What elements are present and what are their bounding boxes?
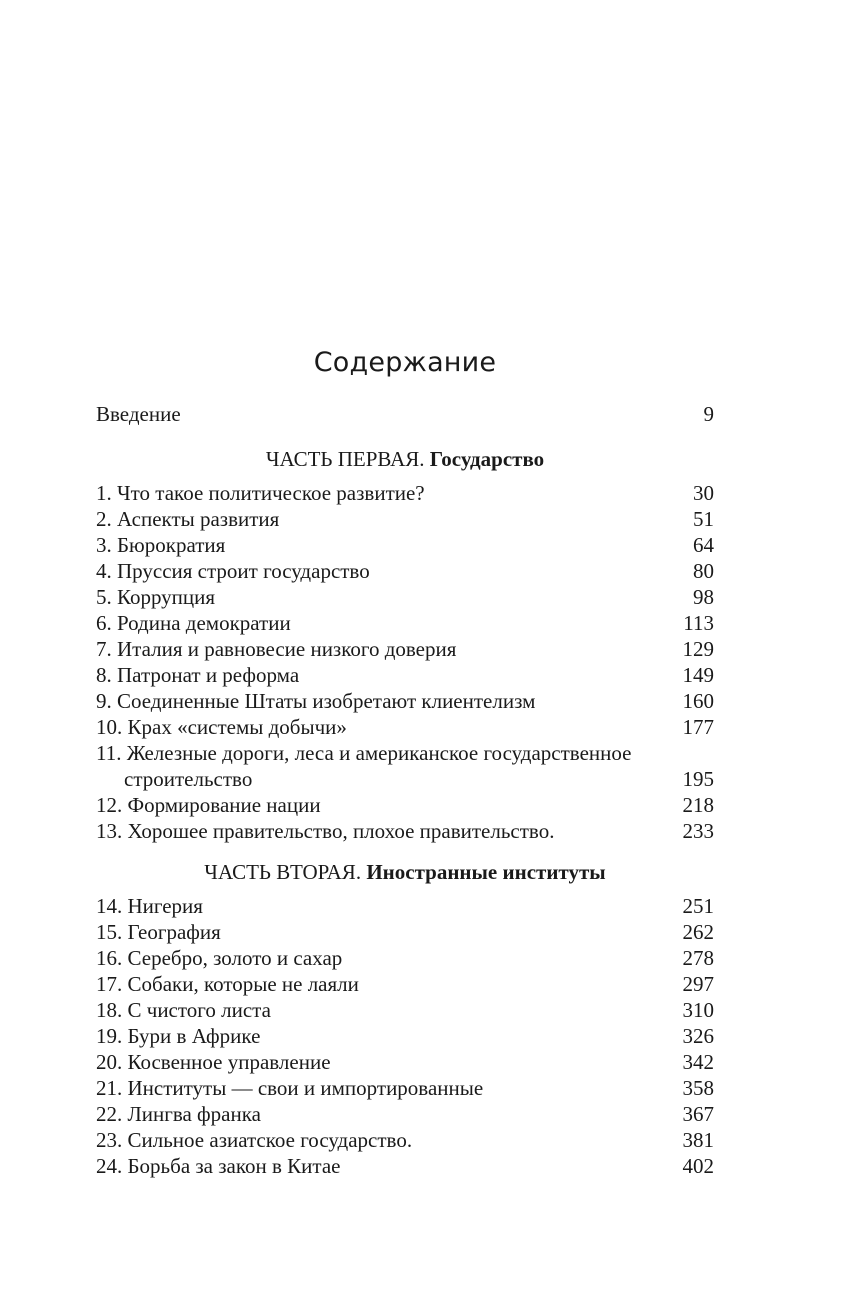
toc-entry-number: 23.	[96, 1128, 123, 1152]
toc-entry-page: 218	[682, 793, 714, 817]
toc-entry-label: Сильное азиатское государство.	[127, 1128, 413, 1152]
toc-entry	[96, 662, 714, 688]
toc-entry	[96, 1023, 714, 1049]
toc-entry-continuation	[96, 766, 714, 792]
toc-entry	[96, 584, 714, 610]
toc-entry-label: Железные дороги, леса и американское государственное	[126, 741, 632, 765]
toc-entry	[96, 506, 714, 532]
toc-entry	[96, 1049, 714, 1075]
toc-entry	[96, 1127, 714, 1153]
toc-entry	[96, 945, 714, 971]
toc-entry-label: Коррупция	[117, 585, 216, 609]
toc-entry-number: 5.	[96, 585, 112, 609]
toc-intro	[96, 401, 714, 427]
toc-entry-page: 402	[682, 1154, 714, 1178]
toc-entry-page: 113	[683, 611, 714, 635]
page-title: Содержание	[313, 347, 497, 378]
part-name: Государство	[429, 447, 545, 471]
toc-entry-page: 195	[682, 767, 714, 791]
toc-entry-number: 8.	[96, 663, 112, 687]
toc-entry-label: Введение	[96, 402, 181, 426]
toc-entry-number: 22.	[96, 1102, 123, 1126]
part-name: Иностранные институты	[366, 860, 606, 884]
toc-entry-label: Пруссия строит государство	[117, 559, 370, 583]
toc-entry-page: 381	[682, 1128, 714, 1152]
toc-entry-page: 233	[682, 819, 714, 843]
toc-entry-number: 15.	[96, 920, 123, 944]
toc-entry-page: 177	[682, 715, 714, 739]
toc-entry-intro	[96, 401, 714, 427]
toc-part-2	[96, 858, 714, 1179]
toc-entry-number: 9.	[96, 689, 112, 713]
toc-entry	[96, 1101, 714, 1127]
part-heading	[96, 858, 714, 886]
toc-entry-page: 358	[682, 1076, 714, 1100]
toc-entry	[96, 688, 714, 714]
toc-entry	[96, 792, 714, 818]
toc-entry-first-line	[96, 740, 714, 766]
toc-entry	[96, 1075, 714, 1101]
toc-entry-label: География	[127, 920, 221, 944]
toc-entry-page: 251	[682, 894, 714, 918]
toc-entry-page: 149	[682, 663, 714, 687]
toc-entry-page: 98	[693, 585, 714, 609]
toc-entry-page: 278	[682, 946, 714, 970]
toc-entry-label: Соединенные Штаты изобретают клиентелизм	[117, 689, 536, 713]
toc-entry-page: 129	[682, 637, 714, 661]
toc-entry-label: Институты — свои и импортированные	[127, 1076, 484, 1100]
toc-entry-label: Формирование нации	[127, 793, 321, 817]
toc-entry	[96, 558, 714, 584]
toc-entry-page: 64	[693, 533, 714, 557]
toc-entry-number: 12.	[96, 793, 123, 817]
toc-entry	[96, 1153, 714, 1179]
toc-entry	[96, 740, 714, 792]
toc-entry-number: 11.	[96, 741, 122, 765]
toc-entry-page: 262	[682, 920, 714, 944]
toc-entry-number: 20.	[96, 1050, 123, 1074]
toc-entry-label: Собаки, которые не лаяли	[127, 972, 359, 996]
toc-entry-label: Родина демократии	[117, 611, 291, 635]
toc-entry-number: 24.	[96, 1154, 123, 1178]
toc-entry-number: 1.	[96, 481, 112, 505]
part-prefix: ЧАСТЬ ПЕРВАЯ.	[265, 447, 425, 471]
toc-entry-label: строительство	[124, 767, 253, 791]
toc-entry-label: Бюрократия	[117, 533, 226, 557]
toc-entry	[96, 919, 714, 945]
toc-entry-label: Хорошее правительство, плохое правительство.	[127, 819, 555, 843]
toc-entry-label: С чистого листа	[127, 998, 271, 1022]
toc-entry-label: Косвенное управление	[127, 1050, 331, 1074]
toc-entry	[96, 971, 714, 997]
toc-entry-label: Бури в Африке	[127, 1024, 261, 1048]
part-prefix: ЧАСТЬ ВТОРАЯ.	[204, 860, 362, 884]
toc-entry-label: Лингва франка	[127, 1102, 261, 1126]
toc-entry-number: 14.	[96, 894, 123, 918]
toc-entry	[96, 636, 714, 662]
toc-entry-label: Борьба за закон в Китае	[127, 1154, 341, 1178]
toc-entry	[96, 714, 714, 740]
toc-entry-number: 19.	[96, 1024, 123, 1048]
toc-entry-label: Крах «системы добычи»	[127, 715, 347, 739]
toc-entry-number: 17.	[96, 972, 123, 996]
toc-entry-page: 160	[682, 689, 714, 713]
toc-entry-page: 80	[693, 559, 714, 583]
toc-entry-page: 9	[703, 402, 714, 426]
toc-entry-number: 18.	[96, 998, 123, 1022]
toc-entry	[96, 893, 714, 919]
toc-entry-label: Патронат и реформа	[117, 663, 300, 687]
toc-entry-page: 30	[693, 481, 714, 505]
toc-part-1	[96, 445, 714, 844]
toc-entry-number: 2.	[96, 507, 112, 531]
toc-entry-label: Нигерия	[127, 894, 203, 918]
toc-entry-page: 326	[682, 1024, 714, 1048]
toc-entry-page: 297	[682, 972, 714, 996]
toc-entry-number: 13.	[96, 819, 123, 843]
toc-entry-number: 6.	[96, 611, 112, 635]
toc-entry-page: 367	[682, 1102, 714, 1126]
toc-entry-page: 51	[693, 507, 714, 531]
toc-entry-label: Аспекты развития	[117, 507, 280, 531]
toc-entry-label: Италия и равновесие низкого доверия	[117, 637, 457, 661]
toc-entry-number: 3.	[96, 533, 112, 557]
toc-entry	[96, 480, 714, 506]
part-heading	[96, 445, 714, 473]
toc-entry	[96, 532, 714, 558]
toc-entry	[96, 997, 714, 1023]
toc-entry-number: 7.	[96, 637, 112, 661]
toc-entry-page: 310	[682, 998, 714, 1022]
toc-entry-label: Серебро, золото и сахар	[127, 946, 343, 970]
toc-entry-number: 10.	[96, 715, 123, 739]
toc-entry-label: Что такое политическое развитие?	[117, 481, 425, 505]
toc-entry	[96, 818, 714, 844]
toc-entry-page: 342	[682, 1050, 714, 1074]
toc-entry-number: 4.	[96, 559, 112, 583]
toc-entry	[96, 610, 714, 636]
toc-entry-number: 16.	[96, 946, 123, 970]
toc-entry-number: 21.	[96, 1076, 123, 1100]
